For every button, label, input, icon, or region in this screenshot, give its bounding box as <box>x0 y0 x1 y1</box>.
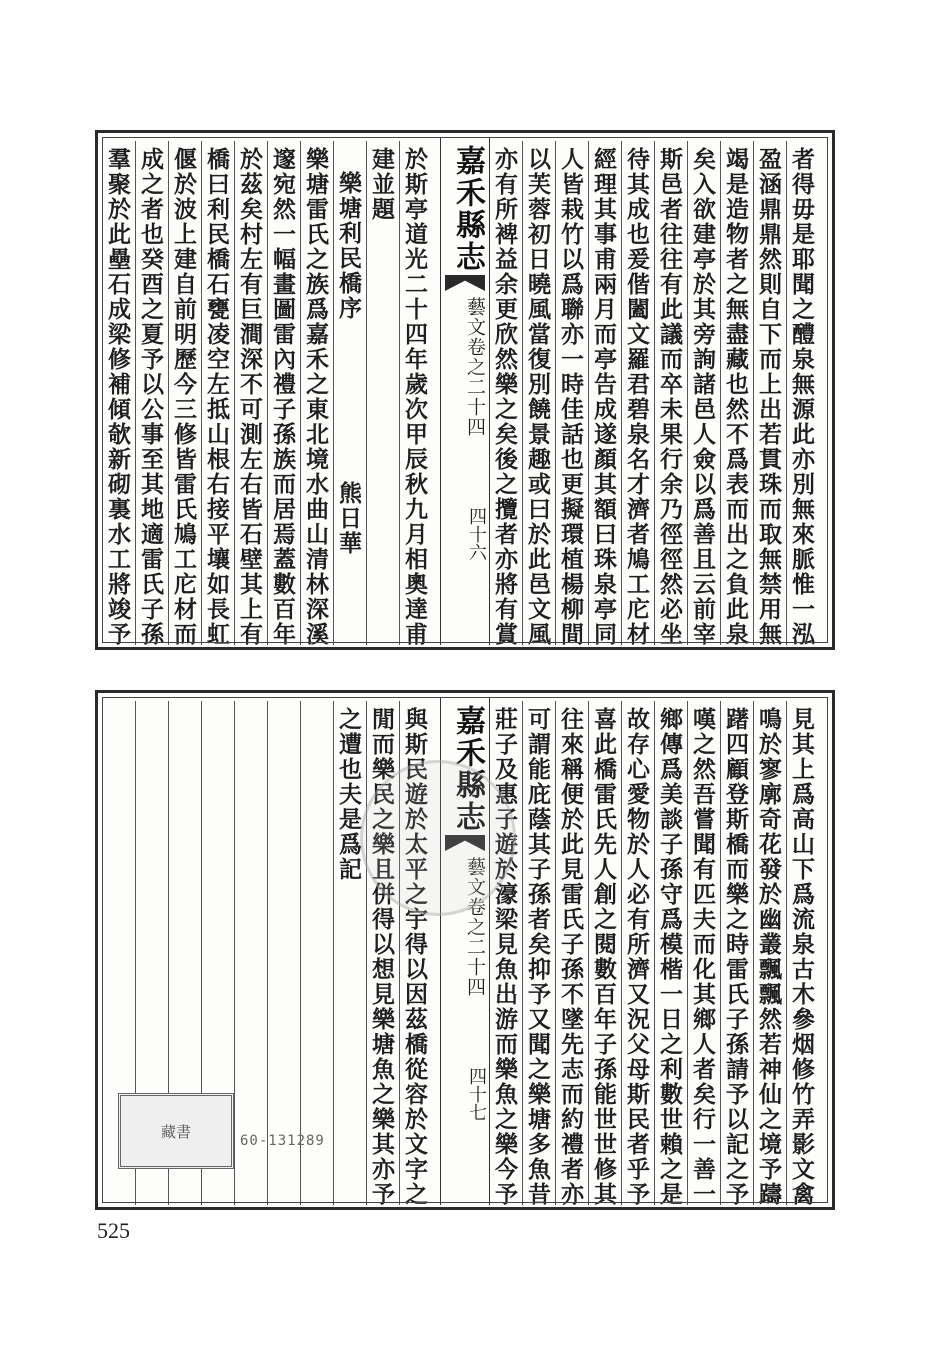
text-column: 竭是造物者之無盡藏也然不爲表而出之負此泉 <box>722 147 749 647</box>
page-number: 四十六 <box>466 507 487 561</box>
text-column: 羣聚於此壘石成梁修補傾欹新砌裏水工將竣予 <box>104 147 131 647</box>
text-column: 斯邑者往往有此議而卒未果行余乃徑徑然必坐 <box>656 147 683 647</box>
text-column: 與斯民遊於太平之宇得以因茲橋從容於文字之 <box>401 707 428 1207</box>
text-column: 矣入欲建亭於其旁詢諸邑人僉以爲善且云前宰 <box>689 147 716 647</box>
text-column: 邃宛然一幅畫圖雷內禮子孫族而居焉蓋數百年 <box>269 147 296 647</box>
library-watermark <box>360 760 516 916</box>
text-column: 故存心愛物於人必有所濟又況父母斯民者乎予 <box>623 707 650 1207</box>
book-title: 嘉禾縣志 <box>450 705 485 833</box>
center-fold-column <box>440 137 490 645</box>
text-column: 嘆之然吾嘗聞有匹夫而化其鄉人者矣行一善一 <box>689 707 716 1207</box>
essay-title: 樂塘利民橋序 <box>335 171 362 321</box>
text-column: 建並題 <box>368 147 395 222</box>
text-column: 偃於波上建自前明歷今三修皆雷氏鳩工庀材而 <box>170 147 197 647</box>
text-column: 見其上爲高山下爲流泉古木參烟修竹弄影文禽 <box>788 707 815 1207</box>
fish-tail-mark <box>445 275 485 291</box>
text-column: 之遭也夫是爲記 <box>335 707 362 882</box>
page-number: 四十七 <box>466 1067 487 1121</box>
text-column: 者得毋是耶聞之醴泉無源此亦別無來脈惟一泓 <box>788 147 815 647</box>
text-column: 成之者也癸酉之夏予以公事至其地適雷氏子孫 <box>137 147 164 647</box>
author-name: 熊日華 <box>335 481 362 556</box>
folio-number: 525 <box>97 1218 130 1243</box>
text-column: 人皆栽竹以爲聯亦一時佳話也更擬環植楊柳間 <box>557 147 584 647</box>
text-column: 盈涵鼎鼎然則自下而上出若貫珠而取無禁用無 <box>755 147 782 647</box>
text-column: 莊子及惠子遊於濠梁見魚出游而樂魚之樂今予 <box>491 707 518 1207</box>
text-column: 橋曰利民橋石甕凌空左抵山根右接平壤如長虹 <box>203 147 230 647</box>
text-column: 鳴於寥廓奇花發於幽叢飄飄然若神仙之境予躊 <box>755 707 782 1207</box>
section-title: 藝文卷之二十四 <box>464 857 486 997</box>
text-column: 亦有所裨益余更欣然樂之矣後之攬者亦將有賞 <box>491 147 518 647</box>
text-column: 以芙蓉初日曉風當復別饒景趣或曰於此邑文風 <box>524 147 551 647</box>
text-column: 於斯亭道光二十四年歲次甲辰秋九月相奧達甫 <box>401 147 428 647</box>
text-column: 樂塘雷氏之族爲嘉禾之東北境水曲山清林深溪 <box>302 147 329 647</box>
catalog-stamp-number: 60-131289 <box>240 1133 325 1149</box>
text-column: 往來稱便於此見雷氏子孫不墜先志而約禮者亦 <box>557 707 584 1207</box>
text-column: 於茲矣村左有巨澗深不可測左右皆石壁其上有 <box>236 147 263 647</box>
text-column: 可謂能庇蔭其子孫者矣抑予又聞之樂塘多魚昔 <box>524 707 551 1207</box>
text-column: 經理其事甫兩月而亭告成遂顏其額曰珠泉亭同 <box>590 147 617 647</box>
text-column: 躇四顧登斯橋而樂之時雷氏子孫請予以記之予 <box>722 707 749 1207</box>
text-column: 喜此橋雷氏先人創之閱數百年子孫能世世修其 <box>590 707 617 1207</box>
library-seal: 藏書 <box>118 1093 234 1169</box>
text-column: 待其成也爰偕闔文羅君碧泉名才濟者鳩工庀材 <box>623 147 650 647</box>
text-column: 鄉傳爲美談子孫守爲模楷一日之利數世賴之是 <box>656 707 683 1207</box>
section-title: 藝文卷之二十四 <box>464 297 486 437</box>
top-page <box>95 130 835 650</box>
text-column: 閒而樂民之樂且併得以想見樂塘魚之樂其亦予 <box>368 707 395 1207</box>
book-title: 嘉禾縣志 <box>450 145 485 273</box>
